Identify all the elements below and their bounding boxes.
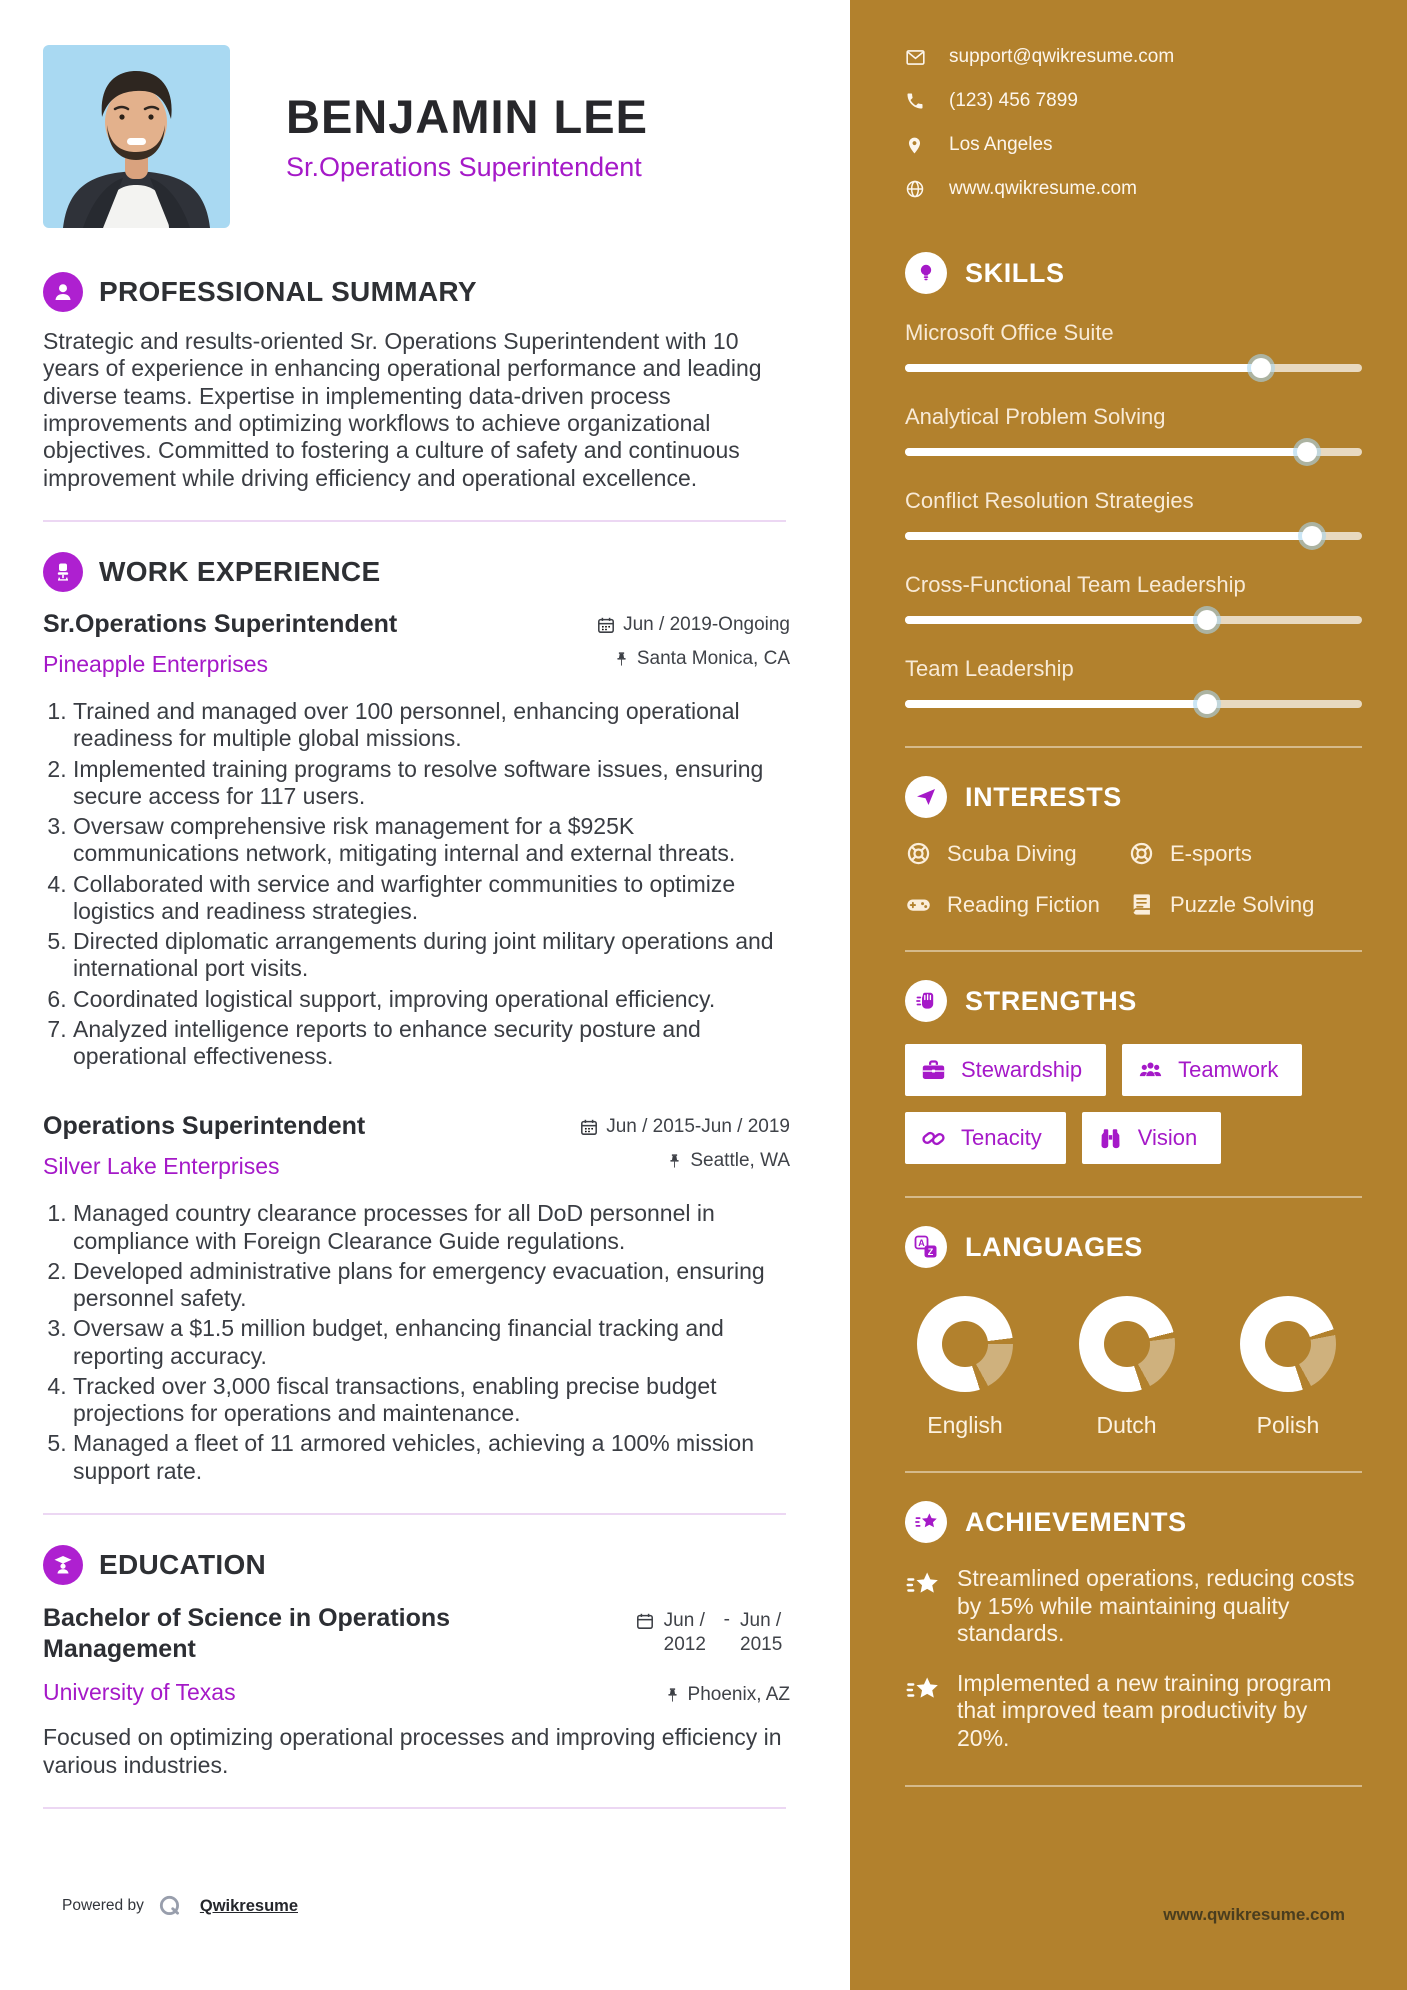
divider <box>43 1513 786 1515</box>
right-sidebar <box>850 0 1407 1990</box>
strengths-list <box>905 1044 1355 1164</box>
calendar-icon <box>636 1612 654 1630</box>
slider-knob[interactable] <box>1197 610 1217 630</box>
book-icon <box>1128 891 1155 918</box>
slider-fill <box>905 448 1307 456</box>
job-bullet: 2. Developed administrative plans for emergency evacuation, ensuring personnel safety. <box>73 1258 790 1313</box>
achievement-text: Streamlined operations, reducing costs by 15% while maintaining quality standards. <box>957 1565 1355 1647</box>
job-meta <box>597 610 790 670</box>
candidate-name: BENJAMIN LEE <box>286 90 648 143</box>
contact-website-text: www.qwikresume.com <box>949 178 1137 199</box>
slider-fill <box>905 364 1261 372</box>
job-date: Jun / 2019-Ongoing <box>623 614 790 636</box>
section-languages <box>905 1226 1362 1439</box>
interest-item <box>905 840 1128 867</box>
divider <box>905 1471 1362 1473</box>
language-label: Polish <box>1256 1412 1320 1438</box>
job-bullet: 5. Directed diplomatic arrangements during joint military operations and international port visits. <box>73 928 790 983</box>
skill-label: Conflict Resolution Strategies <box>905 488 1194 513</box>
section-achievements <box>905 1501 1362 1753</box>
education-location: Phoenix, AZ <box>687 1684 790 1706</box>
education-date-start: Jun / 2012 <box>663 1609 706 1655</box>
job-company: Silver Lake Enterprises <box>43 1153 280 1180</box>
interest-item <box>1128 840 1362 867</box>
contact-phone-text: (123) 456 7899 <box>949 90 1078 111</box>
job-title-block <box>43 610 397 678</box>
team-icon <box>1137 1057 1164 1084</box>
contact-email[interactable] <box>905 46 1362 68</box>
degree: Bachelor of Science in Operations Management <box>43 1603 451 1664</box>
shooting-star-icon <box>905 1567 941 1603</box>
job-bullet: 6. Coordinated logistical support, improving operational efficiency. <box>73 986 790 1013</box>
section-skills <box>905 252 1362 714</box>
language-label: Dutch <box>1096 1412 1157 1438</box>
slider-knob[interactable] <box>1251 358 1271 378</box>
interest-label: E-sports <box>1170 840 1252 866</box>
work-section-head <box>43 552 790 592</box>
strength-label: Teamwork <box>1178 1057 1279 1082</box>
website-footer[interactable]: www.qwikresume.com <box>1163 1905 1345 1924</box>
skill-slider[interactable] <box>905 610 1362 630</box>
fist-icon <box>905 980 947 1022</box>
section-education <box>43 1545 790 1779</box>
job-date-row <box>580 1116 790 1138</box>
strengths-section-head <box>905 980 1362 1022</box>
job-header <box>43 1112 790 1180</box>
skills-section-head <box>905 252 1362 294</box>
donut-hole <box>942 1321 988 1367</box>
divider <box>905 1196 1362 1198</box>
interests-list <box>905 840 1362 918</box>
summary-section-head <box>43 272 790 312</box>
skill-label: Team Leadership <box>905 656 1074 681</box>
school: University of Texas <box>43 1679 236 1706</box>
job-title: Operations Superintendent <box>43 1112 366 1141</box>
job-bullet: 4. Collaborated with service and warfighter communities to optimize logistics and readiness strategies. <box>73 871 790 926</box>
header-text <box>286 89 648 228</box>
avatar <box>43 45 230 228</box>
svg-text:A: A <box>918 1238 925 1248</box>
education-date-row <box>636 1607 790 1657</box>
language-donut <box>917 1296 1013 1392</box>
globe-icon <box>905 179 926 200</box>
job-bullet: 4. Tracked over 3,000 fiscal transactions, enabling precise budget projections for operations and maintenance. <box>73 1373 790 1428</box>
education-header <box>43 1603 790 1707</box>
job-meta <box>580 1112 790 1172</box>
gamepad-icon <box>905 891 932 918</box>
calendar-icon <box>597 616 615 634</box>
languages-heading: LANGUAGES <box>965 1231 1143 1262</box>
shooting-star-icon <box>905 1672 941 1708</box>
languages-list <box>905 1296 1362 1439</box>
education-meta <box>636 1603 790 1707</box>
contact-website[interactable] <box>905 178 1362 200</box>
job-bullet: 3. Oversaw a $1.5 million budget, enhancing financial tracking and reporting accuracy. <box>73 1315 790 1370</box>
job-bullets <box>43 1200 790 1485</box>
office-chair-icon <box>43 552 83 592</box>
shooting-star-icon <box>905 1501 947 1543</box>
contact-location-text: Los Angeles <box>949 134 1053 155</box>
qwikresume-logo-icon <box>157 1893 183 1919</box>
achievement-text: Implemented a new training program that improved team productivity by 20%. <box>957 1669 1332 1751</box>
job-entry <box>43 610 790 1070</box>
divider <box>43 520 786 522</box>
language-label: English <box>927 1412 1003 1438</box>
divider <box>43 1807 786 1809</box>
job-date-row <box>597 614 790 636</box>
strength-chip <box>905 1044 1106 1096</box>
qwikresume-brand-link[interactable]: Qwikresume <box>199 1896 298 1915</box>
pushpin-icon <box>667 1153 682 1170</box>
strength-label: Vision <box>1137 1125 1198 1150</box>
languages-section-head <box>905 1226 1362 1268</box>
strength-chip <box>905 1112 1066 1164</box>
interest-item <box>905 891 1128 918</box>
skill-slider[interactable] <box>905 442 1362 462</box>
contact-email-text: support@qwikresume.com <box>949 46 1175 67</box>
slider-knob[interactable] <box>1302 526 1322 546</box>
strength-chip <box>1122 1044 1302 1096</box>
language-item <box>1228 1296 1348 1439</box>
language-donut <box>1079 1296 1175 1392</box>
job-location: Santa Monica, CA <box>636 648 790 670</box>
donut-hole <box>1265 1321 1311 1367</box>
section-strengths <box>905 980 1362 1164</box>
slider-fill <box>905 700 1207 708</box>
job-date: Jun / 2015-Jun / 2019 <box>606 1116 790 1138</box>
job-title-block <box>43 1112 365 1180</box>
job-bullet: 2. Implemented training programs to resolve software issues, ensuring secure access for 117 users. <box>73 756 790 811</box>
job-bullet: 5. Managed a fleet of 11 armored vehicles, achieving a 100% mission support rate. <box>73 1430 790 1485</box>
contact-block <box>905 46 1362 200</box>
chain-icon <box>920 1125 947 1152</box>
education-location-row <box>665 1684 790 1706</box>
job-location-row <box>614 648 790 670</box>
divider <box>905 746 1362 748</box>
summary-text: Strategic and results-oriented Sr. Operations Superintendent with 10 years of experience in enhancing operational performance and leading diverse teams. Expertise in implementing data-driven process improvements and optimizing workflows to achieve organizational objectives. Committed to fostering a culture of safety and continuous improvement while driving efficiency and operational excellence. <box>43 328 762 491</box>
skills-heading: SKILLS <box>965 257 1065 288</box>
skill-slider[interactable] <box>905 358 1362 378</box>
job-entry <box>43 1112 790 1485</box>
powered-by-label: Powered by <box>62 1897 144 1914</box>
svg-text:Z: Z <box>927 1247 934 1257</box>
pushpin-icon <box>665 1687 680 1704</box>
job-location-row <box>667 1150 790 1172</box>
education-title-block <box>43 1603 483 1707</box>
paper-plane-icon <box>905 776 947 818</box>
slider-fill <box>905 616 1207 624</box>
skill-slider[interactable] <box>905 694 1362 714</box>
education-heading: EDUCATION <box>99 1548 267 1580</box>
language-item <box>905 1296 1025 1439</box>
job-bullet: 1. Trained and managed over 100 personnel, enhancing operational readiness for multiple global missions. <box>73 698 790 753</box>
pushpin-icon <box>614 651 629 668</box>
work-heading: WORK EXPERIENCE <box>99 556 381 588</box>
slider-fill <box>905 532 1312 540</box>
section-professional-summary <box>43 272 790 492</box>
achievements-section-head <box>905 1501 1362 1543</box>
profile-photo <box>43 45 230 228</box>
candidate-title: Sr.Operations Superintendent <box>286 152 642 182</box>
strengths-heading: STRENGTHS <box>965 985 1137 1016</box>
calendar-icon <box>580 1118 598 1136</box>
translate-icon <box>905 1226 947 1268</box>
interest-label: Scuba Diving <box>947 840 1077 866</box>
location-pin-icon <box>905 135 926 156</box>
envelope-icon <box>905 47 926 68</box>
strength-label: Stewardship <box>961 1057 1083 1082</box>
skill-label: Analytical Problem Solving <box>905 404 1166 429</box>
interest-label: Reading Fiction <box>947 891 1100 917</box>
strength-chip <box>1082 1112 1222 1164</box>
section-interests <box>905 776 1362 918</box>
graduate-icon <box>43 1545 83 1585</box>
language-donut <box>1240 1296 1336 1392</box>
interest-label: Puzzle Solving <box>1170 891 1315 917</box>
person-icon <box>43 272 83 312</box>
briefcase-icon <box>920 1057 947 1084</box>
job-bullet: 7. Analyzed intelligence reports to enhance security posture and operational effectiveness. <box>73 1016 790 1071</box>
interests-section-head <box>905 776 1362 818</box>
language-item <box>1067 1296 1187 1439</box>
skill-label: Microsoft Office Suite <box>905 320 1114 345</box>
job-title: Sr.Operations Superintendent <box>43 610 398 639</box>
powered-by-footer <box>62 1893 298 1919</box>
lightbulb-icon <box>905 252 947 294</box>
achievement-item <box>905 1565 1362 1648</box>
education-date-separator: - <box>723 1608 730 1630</box>
job-bullets <box>43 698 790 1070</box>
life-ring-icon <box>905 840 932 867</box>
job-bullet: 1. Managed country clearance processes for all DoD personnel in compliance with Foreign Clearance Guide regulations. <box>73 1200 790 1255</box>
contact-location <box>905 134 1362 156</box>
header <box>43 45 790 228</box>
skill-label: Cross-Functional Team Leadership <box>905 572 1246 597</box>
education-date-end: Jun / 2015 <box>740 1609 783 1655</box>
education-description: Focused on optimizing operational processes and improving efficiency in various industries. <box>43 1724 782 1778</box>
binoculars-icon <box>1097 1125 1124 1152</box>
slider-knob[interactable] <box>1197 694 1217 714</box>
divider <box>905 1785 1362 1787</box>
divider <box>905 950 1362 952</box>
achievement-item <box>905 1670 1362 1753</box>
job-location: Seattle, WA <box>690 1150 790 1172</box>
achievements-heading: ACHIEVEMENTS <box>965 1506 1187 1537</box>
education-entry <box>43 1603 790 1779</box>
phone-icon <box>905 91 926 112</box>
summary-heading: PROFESSIONAL SUMMARY <box>99 276 477 307</box>
skill-slider[interactable] <box>905 526 1362 546</box>
life-ring-icon <box>1128 840 1155 867</box>
job-bullet: 3. Oversaw comprehensive risk management for a $925K communications network, mitigating internal and external threats. <box>73 813 790 868</box>
job-header <box>43 610 790 678</box>
job-company: Pineapple Enterprises <box>43 651 269 678</box>
education-section-head <box>43 1545 790 1585</box>
strength-label: Tenacity <box>961 1125 1042 1150</box>
section-work-experience <box>43 552 790 1485</box>
slider-knob[interactable] <box>1297 442 1317 462</box>
donut-hole <box>1104 1321 1150 1367</box>
interests-heading: INTERESTS <box>965 781 1122 812</box>
interest-item <box>1128 891 1362 918</box>
contact-phone[interactable] <box>905 90 1362 112</box>
